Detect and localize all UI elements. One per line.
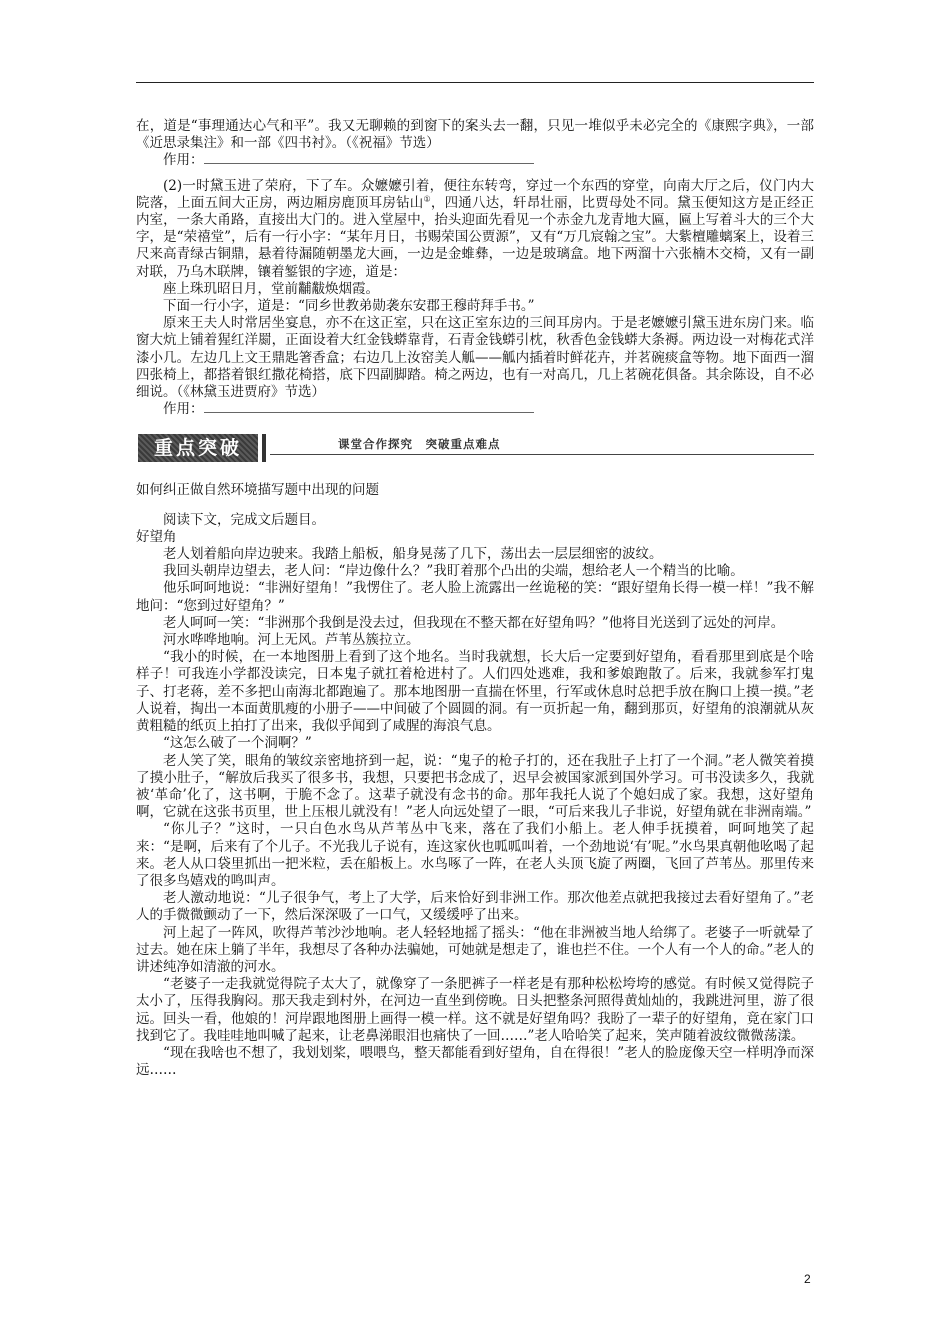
answer-blank[interactable] (204, 411, 534, 413)
story-paragraph: 他乐呵呵地说：“非洲好望角！”我愣住了。老人脸上流露出一丝诡秘的笑：“跟好望角长得一模一样！”我不解地问：“您到过好望角？” (136, 580, 814, 614)
story-paragraph: 老人呵呵一笑：“非洲那个我倒是没去过，但我现在不整天都在好望角吗？”他将目光送到了远处的河岸。 (163, 614, 785, 631)
lin-couplet: 座上珠玑昭日月，堂前黼黻焕烟霞。 (163, 280, 379, 297)
page-content (136, 118, 814, 1079)
story-paragraph: “这怎么破了一个洞啊？” (163, 735, 312, 752)
banner-title: 重点突破 (138, 434, 258, 462)
section-title: 如何纠正做自然环境描写题中出现的问题 (136, 482, 379, 499)
story-paragraph: “你儿子？”这时，一只白色水鸟从芦苇丛中飞来，落在了我们小船上。老人伸手抚摸着，呵呵地笑了起来：“是啊，后来有了个儿子。不光我儿子说有，连这家伙也呱呱叫着，一个劲地说‘有’呢。”水鸟果真朝他吆喝了起来。老人从口袋里抓出一把米粒，丢在船板上。水鸟啄了一阵，在老人头顶飞旋了两圈，飞回了芦苇丛。那里传来了很多鸟嬉戏的鸣叫声。 (136, 821, 814, 889)
banner-subtitle: 课堂合作探究 突破重点难点 (332, 436, 507, 453)
story-title: 好望角 (136, 528, 177, 545)
zuoyong-label: 作用： (163, 401, 204, 418)
zhufu-excerpt: 在，道是“事理通达心气和平”。我又无聊赖的到窗下的案头去一翻，只见一堆似乎未必完全的《康熙字典》，一部《近思录集注》和一部《四书衬》。（《祝福》节选） (136, 118, 814, 152)
banner-divider (262, 434, 266, 462)
story-paragraph: “老婆子一走我就觉得院子太大了，就像穿了一条肥裤子一样老是有那种松松垮垮的感觉。有时候又觉得院子太小了，压得我胸闷。那天我走到村外，在河边一直坐到傍晚。日头把整条河照得黄灿灿的，我跳进河里，游了很远。回头一看，他娘的！河岸跟地图册上画得一模一样。这不就是好望角吗？我盼了一辈子的好望角，竟在家门口找到它了。我哇哇地叫喊了起来，让老鼻涕眼泪也痛快了一回……”老人哈哈笑了起来，笑声随着波纹微微荡漾。 (136, 976, 814, 1044)
footnote-marker: ① (423, 194, 431, 204)
lin-paragraph-4: 原来王夫人时常居坐宴息，亦不在这正室，只在这正室东边的三间耳房内。于是老嬷嬷引黛玉进东房门来。临窗大炕上铺着猩红洋罽，正面设着大红金钱蟒靠背，石青金钱蟒引枕，秋香色金钱蟒大条褥。两边设一对梅花式洋漆小几。左边几上文王鼎匙箸香盒；右边几上汝窑美人觚——觚内插着时鲜花卉，并茗碗痰盒等物。地下面西一溜四张椅上，都搭着银红撒花椅搭，底下四副脚踏。椅之两边，也有一对高几，几上茗碗花俱备。其余陈设，自不必细说。（《林黛玉进贾府》节选） (136, 315, 814, 401)
answer-blank[interactable] (204, 162, 534, 164)
story-paragraph: 河上起了一阵风，吹得芦苇沙沙地响。老人轻轻地摇了摇头：“他在非洲被当地人给绑了。老婆子一听就晕了过去。她在床上躺了半年，我想尽了各种办法骗她，可她就是想走了，谁也拦不住。一个人有一个人的命。”老人的讲述纯净如清澈的河水。 (136, 924, 814, 975)
lin-answer-line (136, 401, 814, 418)
story-paragraph: “现在我啥也不想了，我划划桨，喂喂鸟，整天都能看到好望角，自在得很！”老人的脸庞像天空一样明净而深远…… (136, 1044, 814, 1079)
story-paragraph: 河水哗哗地响。河上无风。芦苇丛簇拉立。 (163, 632, 420, 649)
story-paragraph: 老人划着船向岸边驶来。我踏上船板，船身晃荡了几下，荡出去一层层细密的波纹。 (163, 546, 663, 563)
lin-paragraph-1: (2)一时黛玉进了荣府，下了车。众嬷嬷引着，便往东转弯，穿过一个东西的穿堂，向南大厅之后，仪门内大院落，上面五间大正房，两边厢房鹿顶耳房钻山①，四通八达，轩昂壮丽，比贾母处不同。黛玉便知这方是正经正内室，一条大甬路，直接出大门的。进入堂屋中，抬头迎面先看见一个赤金九龙青地大匾，匾上写着斗大的三个大字，是“荣禧堂”，后有一行小字：“某年月日，书赐荣国公贾源”，又有“万几宸翰之宝”。大紫檀雕螭案上，设着三尺来高青绿古铜鼎，悬着待漏随朝墨龙大画，一边是金蜼彝，一边是玻璃盒。地下两溜十六张楠木交椅，又有一副对联，乃乌木联牌，镶着錾银的字迹，道是： (136, 177, 815, 280)
zuoyong-label: 作用： (163, 152, 204, 169)
section-banner (136, 432, 814, 468)
header-rule (136, 82, 814, 83)
story-paragraph: 老人笑了笑，眼角的皱纹亲密地挤到一起，说：“鬼子的枪子打的，还在我肚子上打了一个洞。”老人微笑着摸了摸小肚子，“解放后我买了很多书，我想，只要把书念成了，迟早会被国家派到国外学习。可书没读多久，我就被‘革命’化了，这书啊，于脆不念了。这辈子就没有念书的命。那年我托人说了个媳妇成了家。我想，这好望角啊，它就在这张书页里，世上压根儿就没有！”老人向远处望了一眼，“可后来我儿子非说，好望角就在非洲南端。” (136, 752, 814, 821)
story-body (136, 546, 814, 1079)
story-paragraph: 我回头朝岸边望去，老人问：“岸边像什么？”我盯着那个凸出的尖端，想给老人一个精当的比喻。 (163, 563, 744, 580)
reading-instruction: 阅读下文，完成文后题目。 (163, 511, 325, 528)
lin-paragraph-3: 下面一行小字，道是：“同乡世教弟勋袭东安郡王穆莳拜手书。” (163, 298, 535, 315)
page-number: 2 (804, 1272, 811, 1286)
banner-rule (270, 454, 814, 455)
story-paragraph: “我小的时候，在一本地图册上看到了这个地名。当时我就想，长大后一定要到好望角，看看那里到底是个啥样子！可我连小学都没读完，日本鬼子就扛着枪进村了。人们四处逃难，我和爹娘跑散了。后来，我就参军打鬼子、打老蒋，差不多把山南海北都跑遍了。那本地图册一直揣在怀里，行军或休息时总把手放在胸口上摸一摸。”老人说着，掏出一本面黄肌瘦的小册子——中间破了个圆圆的洞。有一页折起一角，翻到那页，好望角的浪潮就从灰黄粗糙的纸页上拍打了出来，我似乎闻到了咸腥的海浪气息。 (136, 649, 814, 735)
zhufu-answer-line (136, 152, 814, 169)
story-paragraph: 老人激动地说：“儿子很争气，考上了大学，后来恰好到非洲工作。那次他差点就把我接过去看好望角了。”老人的手微微颤动了一下，然后深深吸了一口气，又缓缓呼了出来。 (136, 890, 814, 924)
